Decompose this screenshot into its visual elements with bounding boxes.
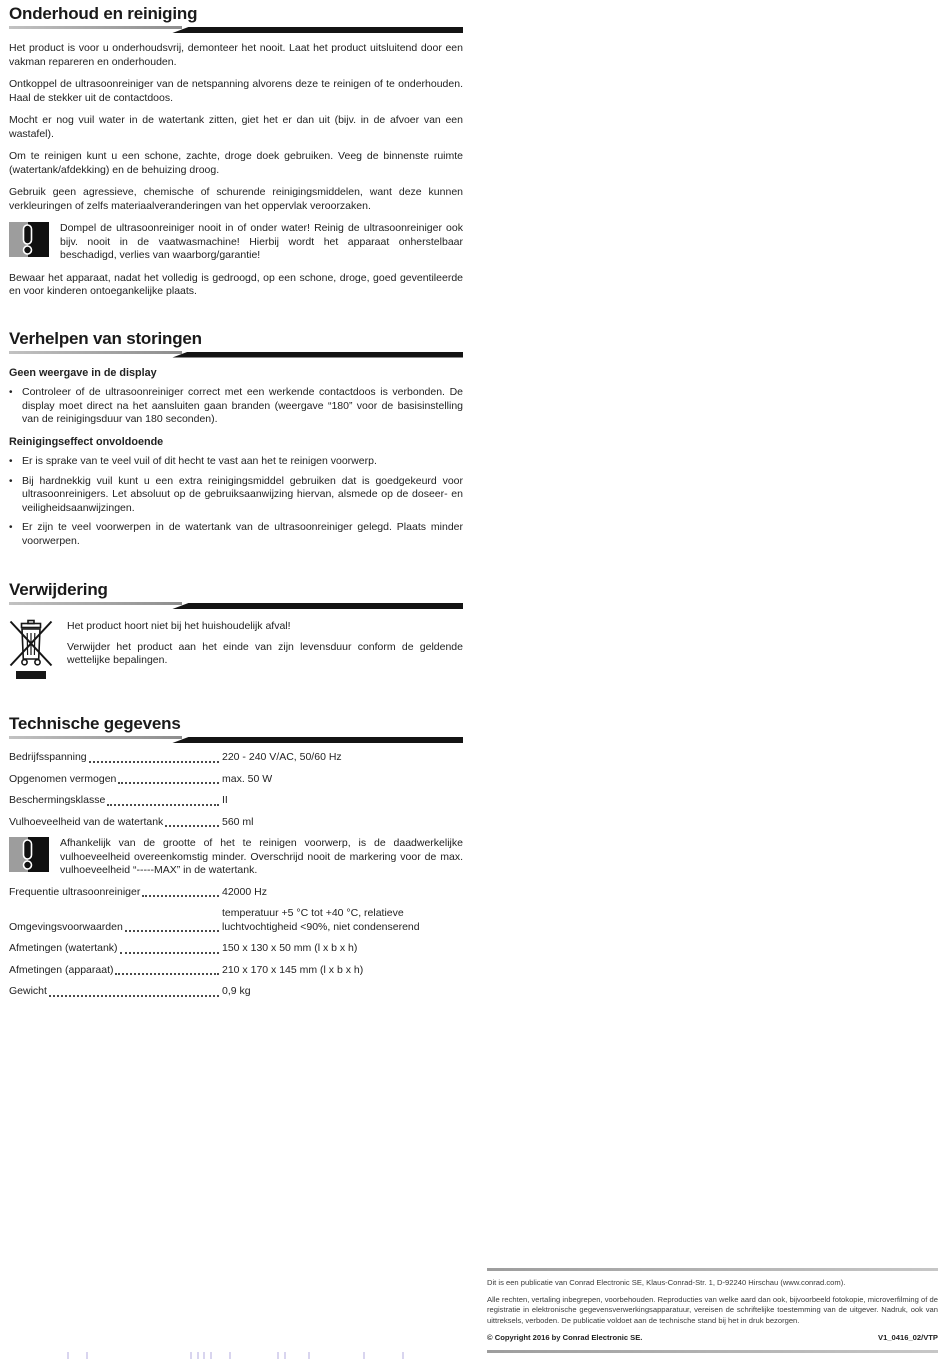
bullet-marker: [9, 475, 22, 516]
technical-warning-text: Afhankelijk van de grootte of het te reinigen voorwerp, is de daadwerkelijke vulhoeveelheid overeenkomstig minder. Overschrijd nooit de markering voor de max. vulhoeveelheid “-----MAX” in de watertank.: [60, 837, 463, 876]
spec-label: Opgenomen vermogen: [9, 772, 117, 785]
bullet-marker: [9, 455, 22, 469]
leader-dots: [49, 995, 219, 997]
spec-value: max. 50 W: [222, 772, 273, 785]
spec-value: 560 ml: [222, 815, 254, 828]
spec-value: temperatuur +5 °C tot +40 °C, relatieve luchtvochtigheid <90%, niet condenserend: [222, 907, 420, 933]
spec-row-opgenomen-vermogen: [9, 773, 463, 787]
maintenance-paragraph: Het product is voor u onderhoudsvrij, demonteer het nooit. Laat het product uitsluitend door een vakman repareren en onderhouden.: [9, 42, 463, 68]
spec-value: 0,9 kg: [222, 985, 251, 997]
footer-publication-line: Dit is een publicatie van Conrad Electronic SE, Klaus-Conrad-Str. 1, D-92240 Hirschau (www.conrad.com).: [487, 1278, 846, 1287]
section-rule: [9, 26, 463, 33]
disposal-line1: Het product hoort niet bij het huishoudelijk afval!: [67, 620, 291, 632]
rule-gray-segment: [9, 736, 182, 739]
spec-value: II: [222, 794, 228, 806]
footer-top-rule: [487, 1268, 938, 1271]
spec-value: 42000 Hz: [222, 885, 267, 898]
maintenance-paragraph: Ontkoppel de ultrasoonreiniger van de netspanning alvorens deze te reinigen of te onderhouden. Haal de stekker uit de contactdoos.: [9, 78, 463, 104]
troubleshooting-bullet: • Er is sprake van te veel vuil of dit hecht te vast aan het te reinigen voorwerp.: [9, 455, 463, 469]
troubleshooting-bullet: • Er zijn te veel voorwerpen in de watertank van de ultrasoonreiniger gelegd. Plaats minder voorwerpen.: [9, 521, 463, 548]
maintenance-closing-paragraph: Bewaar het apparaat, nadat het volledig is gedroogd, op een schone, droge, goed geventileerde en voor kinderen ontoegankelijke plaats.: [9, 271, 463, 297]
rule-gray-segment: [9, 26, 182, 29]
leader-dots: [120, 952, 219, 954]
spec-label: Afmetingen (apparaat): [9, 963, 114, 976]
leader-dots: [115, 973, 219, 975]
spec-row-vulhoeveelheid: [9, 816, 463, 830]
section-rule: [9, 351, 463, 358]
spec-label: Gewicht: [9, 985, 47, 997]
rule-black-segment: [172, 27, 463, 33]
spec-row-afmetingen-watertank: [9, 942, 463, 956]
rule-black-segment: [172, 737, 463, 743]
warning-exclamation-icon: [9, 837, 49, 878]
section-title-technical: Technische gegevens: [9, 714, 181, 733]
footer-version-code: V1_0416_02/VTP: [878, 1333, 938, 1342]
footer-bottom-rule: [487, 1350, 938, 1353]
rule-gray-segment: [9, 602, 182, 605]
maintenance-warning-note: [9, 222, 463, 263]
disposal-line2: Verwijder het product aan het einde van zijn levensduur conform de geldende wettelijke bepalingen.: [67, 640, 463, 666]
spec-label: Frequentie ultrasoonreiniger: [9, 885, 141, 898]
leader-dots: [118, 782, 219, 784]
spec-value: 210 x 170 x 145 mm (l x b x h): [222, 963, 364, 976]
footer-copyright: © Copyright 2016 by Conrad Electronic SE.: [487, 1333, 643, 1342]
disposal-note-text: [67, 619, 463, 686]
footer-rights-paragraph: Alle rechten, vertaling inbegrepen, voorbehouden. Reproducties van welke aard dan ook, bijvoorbeeld fotokopie, microverfilming of de registratie in elektronische gegevensverwerkingsapparatuur, vereisen de schriftelijke toestemming van de uitgever. Nadruk, ook van uittreksels, verboden. De publicatie voldoet aan de technische stand bij het in druk bezorgen.: [487, 1294, 938, 1325]
spec-row-gewicht: [9, 985, 463, 999]
leader-dots: [142, 895, 219, 897]
warning-exclamation-icon: [9, 222, 49, 263]
leader-dots: [107, 804, 219, 806]
bullet-marker: [9, 521, 22, 548]
technical-warning-note: [9, 837, 463, 878]
leader-dots: [125, 930, 219, 932]
spec-row-beschermingsklasse: [9, 794, 463, 808]
maintenance-paragraph: Om te reinigen kunt u een schone, zachte, droge doek gebruiken. Veeg de binnenste ruimte (watertank/afdekking) en de behuizing droog.: [9, 150, 463, 176]
troubleshooting-subheading: Geen weergave in de display: [9, 366, 157, 379]
section-rule: [9, 602, 463, 609]
section-title-maintenance: Onderhoud en reiniging: [9, 4, 198, 23]
rule-black-segment: [172, 603, 463, 609]
spec-label: Omgevingsvoorwaarden: [9, 920, 123, 933]
spec-row-omgevingsvoorwaarden: [9, 907, 463, 934]
footer-copyright-row: [487, 1333, 938, 1344]
maintenance-paragraph: Gebruik geen agressieve, chemische of schurende reinigingsmiddelen, want deze kunnen verkleuringen of zelfs materiaalveranderingen van het oppervlak veroorzaken.: [9, 186, 463, 212]
section-rule: [9, 736, 463, 743]
maintenance-paragraph: Mocht er nog vuil water in de watertank zitten, giet het er dan uit (bijv. in de afvoer van een wastafel).: [9, 114, 463, 140]
troubleshooting-bullet: • Bij hardnekkig vuil kunt u een extra reinigingsmiddel gebruiken dat is goedgekeurd voor ultrasoonreinigers. Let absoluut op de gebruiksaanwijzing hiervan, alsmede op de doseer- en veiligheidsaanwijzingen.: [9, 475, 463, 516]
warning-note-text: Dompel de ultrasoonreiniger nooit in of onder water! Reinig de ultrasoonreiniger ook bijv. nooit in de vaatwasmachine! Hierbij wordt het apparaat onherstelbaar beschadigd, verlies van waarborg/garantie!: [60, 222, 463, 261]
spec-label: Beschermingsklasse: [9, 794, 106, 806]
section-title-troubleshooting: Verhelpen van storingen: [9, 328, 202, 348]
leader-dots: [89, 761, 219, 763]
spec-row-bedrijfsspanning: [9, 751, 463, 765]
rule-black-segment: [172, 352, 463, 358]
spec-value: 220 - 240 V/AC, 50/60 Hz: [222, 751, 342, 763]
bullet-marker: [9, 386, 22, 427]
weee-crossed-out-bin-icon: [9, 619, 55, 686]
spec-value: 150 x 130 x 50 mm (l x b x h): [222, 942, 358, 954]
spec-row-afmetingen-apparaat: [9, 964, 463, 978]
disposal-note: [9, 619, 463, 686]
rule-gray-segment: [9, 351, 182, 354]
troubleshooting-subheading: Reinigingseffect onvoldoende: [9, 435, 164, 448]
leader-dots: [165, 825, 219, 827]
troubleshooting-bullet: • Controleer of de ultrasoonreiniger correct met een werkende contactdoos is verbonden. De display moet direct na het aansluiten gaan branden (weergave “180” voor de basisinstelling van de reinigingsduur van 180 seconden).: [9, 386, 463, 427]
spec-label: Bedrijfsspanning: [9, 751, 87, 763]
imprint-footer: [487, 1268, 938, 1353]
spec-row-frequentie: [9, 886, 463, 900]
spec-label: Afmetingen (watertank): [9, 942, 118, 954]
section-title-disposal: Verwijdering: [9, 580, 108, 599]
manual-left-column: [9, 4, 463, 999]
spec-label: Vulhoeveelheid van de watertank: [9, 815, 164, 828]
